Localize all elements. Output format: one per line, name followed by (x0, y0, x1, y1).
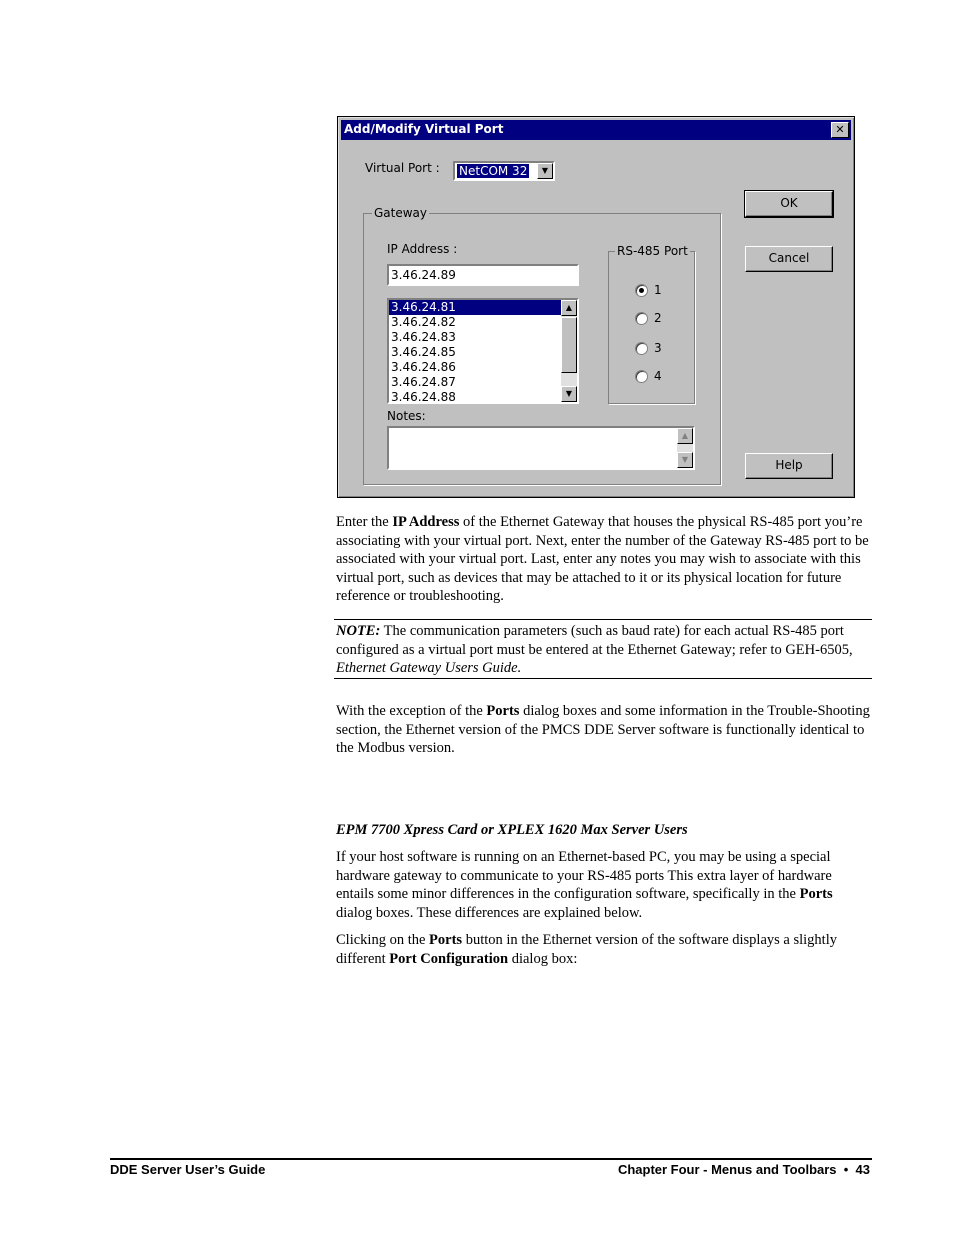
close-icon[interactable]: ✕ (831, 122, 849, 138)
note-rule-top (334, 619, 872, 620)
dialog-title: Add/Modify Virtual Port (344, 122, 504, 136)
rs485-radio-1[interactable] (635, 283, 662, 297)
ip-address-list[interactable] (387, 298, 579, 404)
rs485-radio-3[interactable] (635, 341, 662, 355)
cancel-button[interactable]: Cancel (745, 246, 833, 272)
list-item[interactable]: 3.46.24.88 (391, 390, 456, 404)
radio-icon (635, 370, 648, 383)
notes-label: Notes: (387, 409, 426, 423)
ip-address-label: IP Address : (387, 242, 458, 256)
rs485-radio-4[interactable] (635, 369, 662, 383)
rs485-group-caption: RS-485 Port (617, 244, 688, 258)
list-item[interactable]: 3.46.24.85 (391, 345, 456, 359)
scroll-up-icon[interactable]: ▲ (561, 300, 577, 316)
radio-selected-icon (635, 284, 648, 297)
radio-icon (635, 312, 648, 325)
help-button[interactable]: Help (745, 453, 833, 479)
notes-scrollbar[interactable] (677, 428, 693, 468)
virtual-port-label: Virtual Port : (365, 161, 440, 175)
section-heading: EPM 7700 Xpress Card or XPLEX 1620 Max Server Users (336, 822, 688, 838)
radio-label: 1 (654, 283, 662, 297)
dialog-titlebar[interactable] (341, 120, 851, 140)
list-item[interactable]: 3.46.24.83 (391, 330, 456, 344)
paragraph-exception: With the exception of the Ports dialog boxes and some information in the Trouble-Shooting section, the Ethernet version of the PMCS DDE Server software is functionally identical to the Modbus version. (336, 703, 870, 756)
rs485-radio-2[interactable] (635, 311, 662, 325)
scroll-thumb[interactable] (561, 317, 577, 373)
list-item[interactable]: 3.46.24.86 (391, 360, 456, 374)
list-item[interactable]: 3.46.24.87 (391, 375, 456, 389)
list-item[interactable]: 3.46.24.81 (389, 300, 561, 315)
ip-address-input[interactable] (387, 264, 579, 286)
radio-label: 3 (654, 341, 662, 355)
list-item[interactable]: 3.46.24.82 (391, 315, 456, 329)
virtual-port-combo[interactable] (453, 161, 555, 181)
scroll-up-icon[interactable]: ▲ (677, 428, 693, 444)
footer-left: DDE Server User’s Guide (110, 1162, 266, 1177)
list-scrollbar[interactable] (561, 300, 577, 402)
footer-rule (110, 1158, 872, 1160)
ok-button[interactable]: OK (745, 191, 833, 217)
chevron-down-icon[interactable]: ▼ (537, 163, 553, 179)
note-rule-bottom (334, 678, 872, 679)
note-block: NOTE: The communication parameters (such as baud rate) for each actual RS-485 port configured as a virtual port must be entered at the Ethernet Gateway; refer to GEH-6505, Ethernet Gateway Users Guide. (336, 623, 853, 676)
footer-right: Chapter Four - Menus and Toolbars • 43 (617, 1162, 870, 1177)
scroll-down-icon[interactable]: ▼ (677, 452, 693, 468)
radio-label: 4 (654, 369, 662, 383)
scroll-down-icon[interactable]: ▼ (561, 386, 577, 402)
radio-icon (635, 342, 648, 355)
radio-label: 2 (654, 311, 662, 325)
add-modify-virtual-port-dialog (337, 116, 855, 498)
virtual-port-value: NetCOM 32 (459, 164, 528, 178)
ip-address-value: 3.46.24.89 (391, 268, 456, 282)
paragraph-ip-address: Enter the IP Address of the Ethernet Gateway that houses the physical RS-485 port you’re associating with your virtual port. Next, enter the number of the Gateway RS-485 port to be associated with your virtual port. Last, enter any notes you may wish to associate with this virtual port, such as devices that may be attached to it or its physical location for future reference or troubleshooting. (336, 514, 869, 604)
notes-textarea[interactable] (387, 426, 695, 470)
gateway-group-caption: Gateway (374, 206, 428, 220)
paragraph-ports-button: Clicking on the Ports button in the Ethernet version of the software displays a slightly different Port Configuration dialog box: (336, 932, 837, 967)
paragraph-host-software: If your host software is running on an Ethernet-based PC, you may be using a special hardware gateway to communicate to your RS-485 ports This extra layer of hardware entails some minor differences in the configuration software, specifically in the Ports dialog boxes. These differences are explained below. (336, 849, 833, 921)
